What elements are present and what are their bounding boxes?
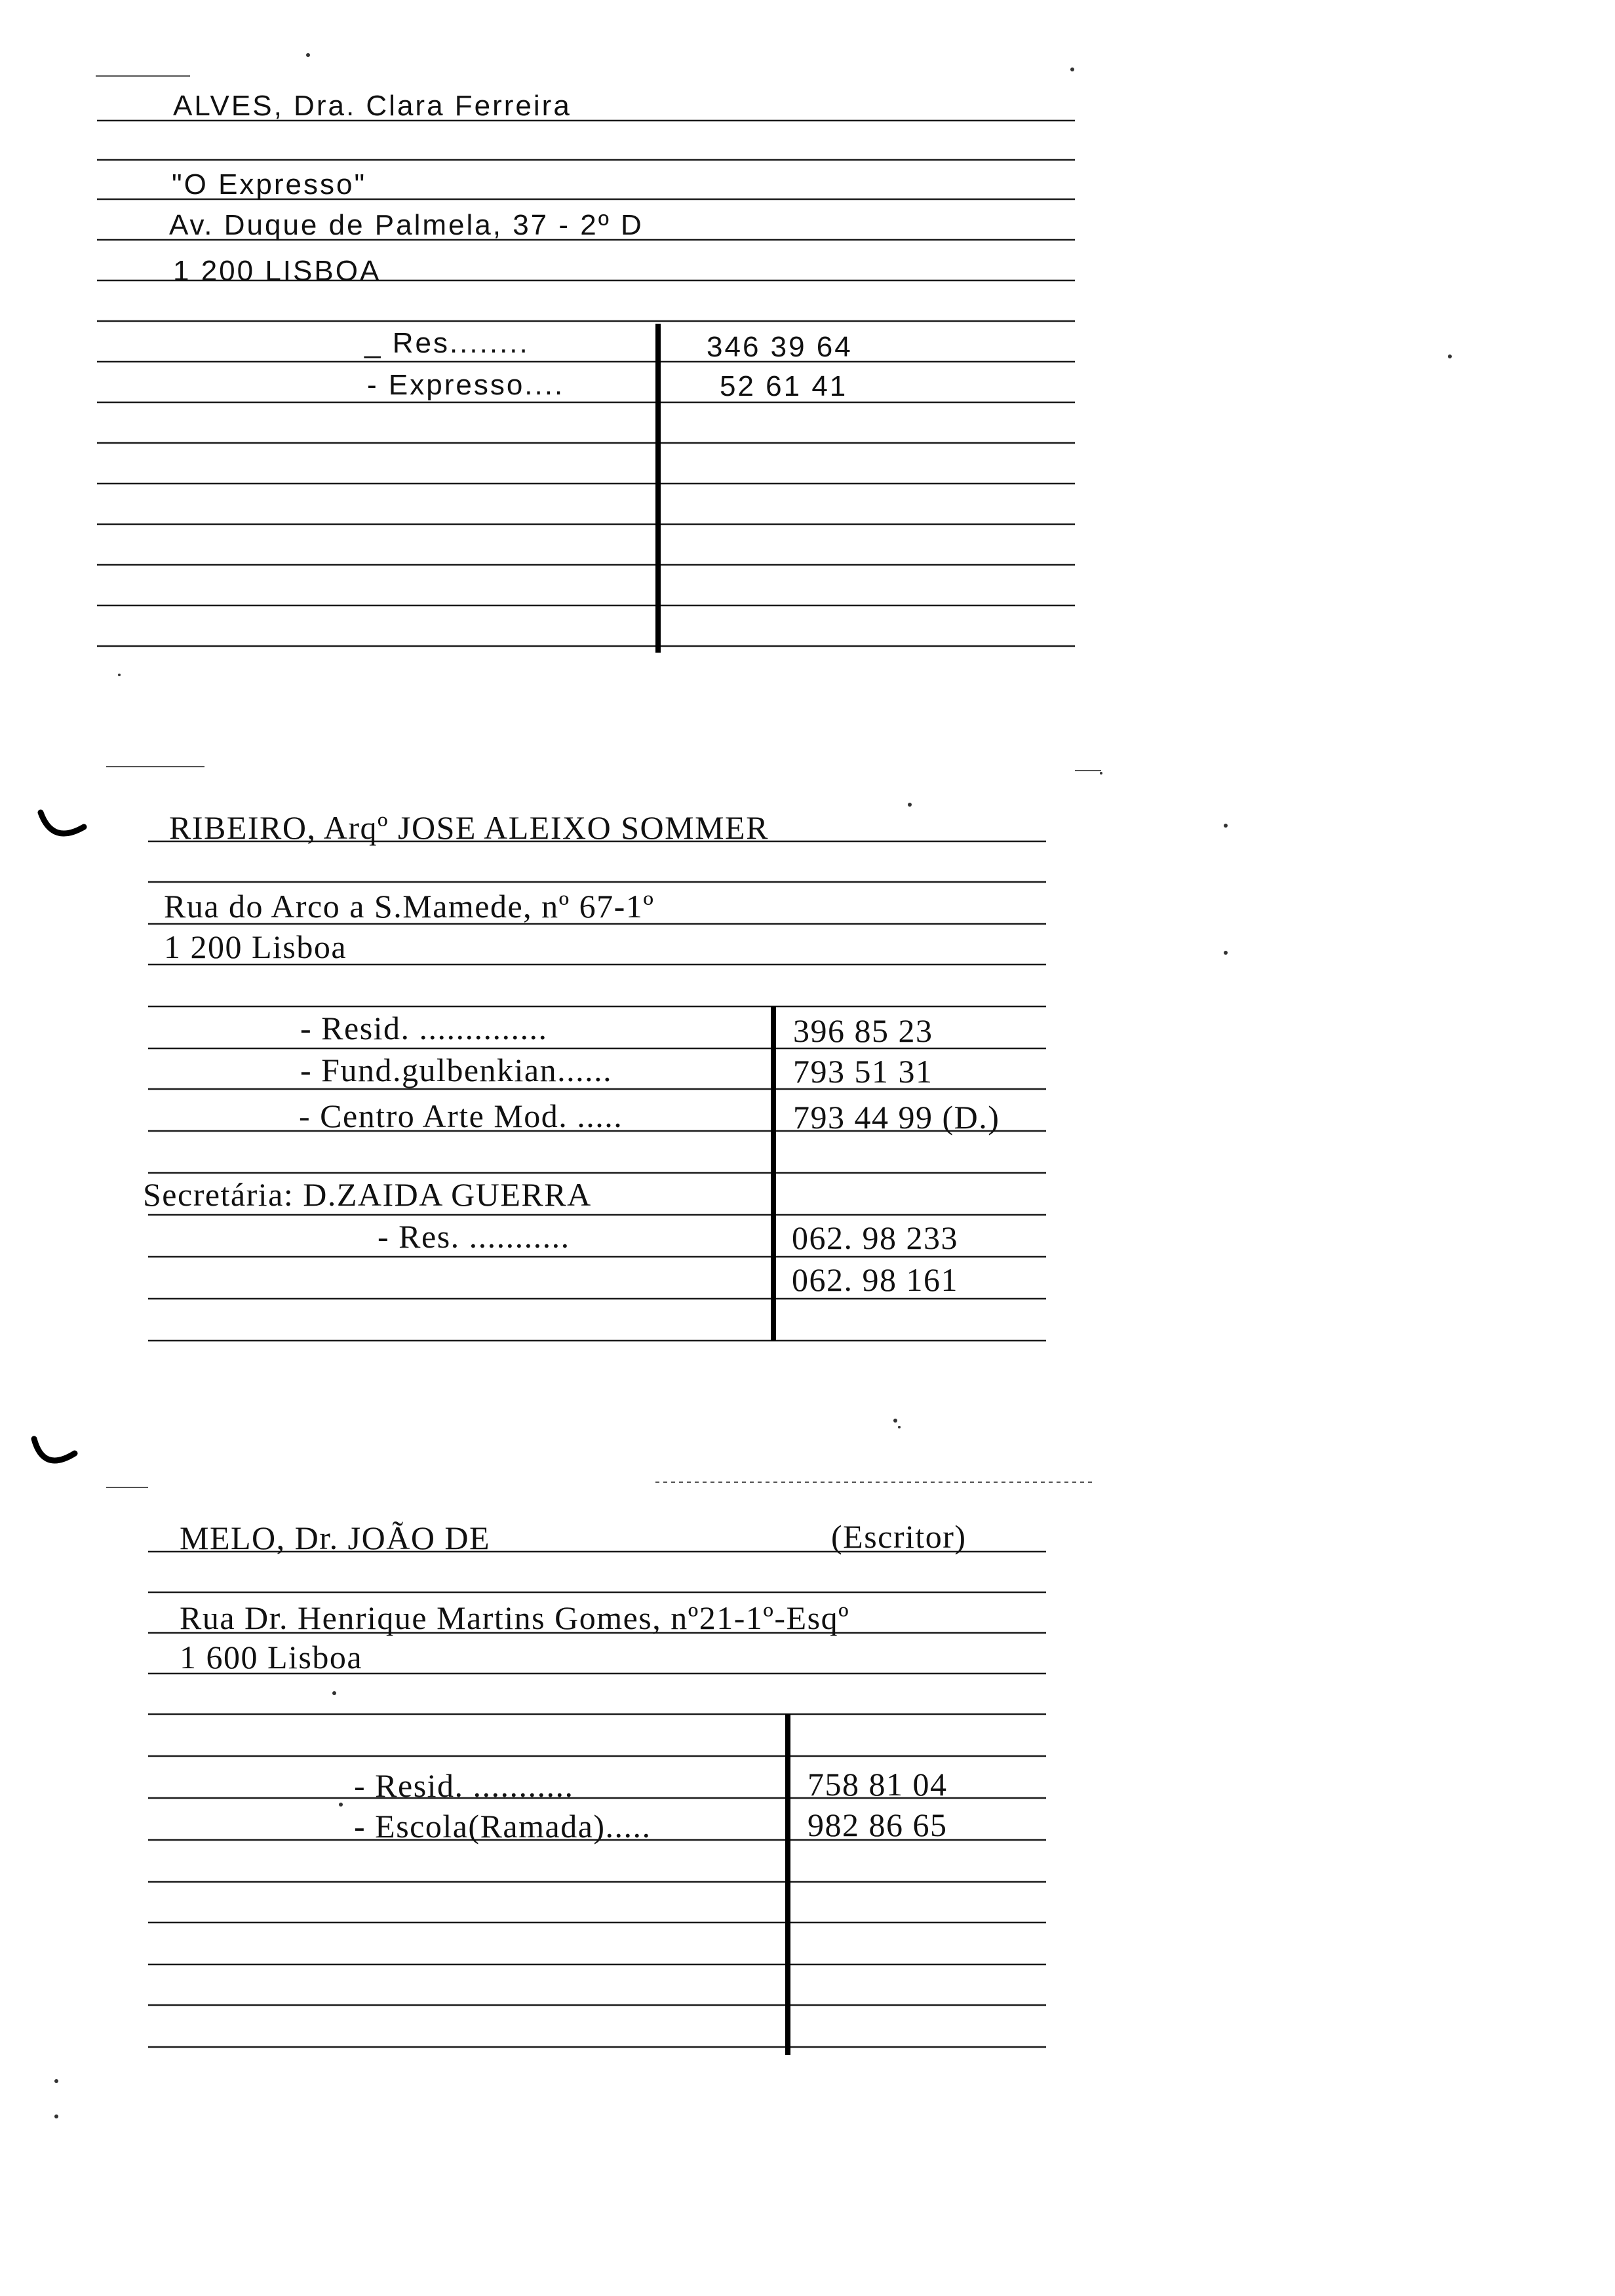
card-alves xyxy=(96,76,1075,653)
phone-number: 346 39 64 xyxy=(707,331,853,363)
address-line-1: Rua do Arco a S.Mamede, nº 67-1º xyxy=(164,888,655,925)
contact-name: MELO, Dr. JOÃO DE xyxy=(180,1520,491,1556)
address-line-2: 1 200 LISBOA xyxy=(173,255,381,287)
phone-label: - Resid. .............. xyxy=(300,1010,548,1046)
phone-label: - Res. ........... xyxy=(378,1218,570,1255)
phone-label: - Resid. ........... xyxy=(354,1767,574,1804)
phone-number: 396 85 23 xyxy=(793,1012,933,1049)
phone-number: 758 81 04 xyxy=(808,1766,948,1803)
phone-label: - Expresso.... xyxy=(367,369,565,401)
phone-number: 062. 98 161 xyxy=(792,1261,958,1298)
phone-label: _ Res........ xyxy=(364,327,530,359)
card-rules xyxy=(96,76,1075,653)
contact-note: (Escritor) xyxy=(831,1518,967,1555)
binder-hole-mark xyxy=(41,813,84,833)
contact-name: RIBEIRO, Arqº JOSE ALEIXO SOMMER xyxy=(169,809,769,846)
organization: "O Expresso" xyxy=(172,168,367,201)
address-line-2: 1 200 Lisboa xyxy=(164,928,347,965)
address-line-1: Av. Duque de Palmela, 37 - 2º D xyxy=(169,209,644,241)
phone-label: - Fund.gulbenkian...... xyxy=(300,1052,613,1088)
address-line-2: 1 600 Lisboa xyxy=(180,1639,363,1675)
phone-label: - Escola(Ramada)..... xyxy=(354,1808,652,1845)
phone-number: 52 61 41 xyxy=(720,370,848,402)
card-ribeiro xyxy=(106,767,1101,1341)
phone-number: 793 44 99 (D.) xyxy=(793,1099,1000,1136)
phone-number: 062. 98 233 xyxy=(792,1219,958,1256)
binder-hole-mark xyxy=(34,1439,75,1461)
secretary-name: Secretária: D.ZAIDA GUERRA xyxy=(143,1176,592,1213)
contact-name: ALVES, Dra. Clara Ferreira xyxy=(173,90,572,122)
phone-number: 793 51 31 xyxy=(793,1053,933,1090)
card-melo xyxy=(106,1482,1095,2055)
address-line-1: Rua Dr. Henrique Martins Gomes, nº21-1º-Esqº xyxy=(180,1599,850,1636)
phone-number: 982 86 65 xyxy=(808,1807,948,1843)
phone-label: - Centro Arte Mod. ..... xyxy=(299,1098,623,1134)
